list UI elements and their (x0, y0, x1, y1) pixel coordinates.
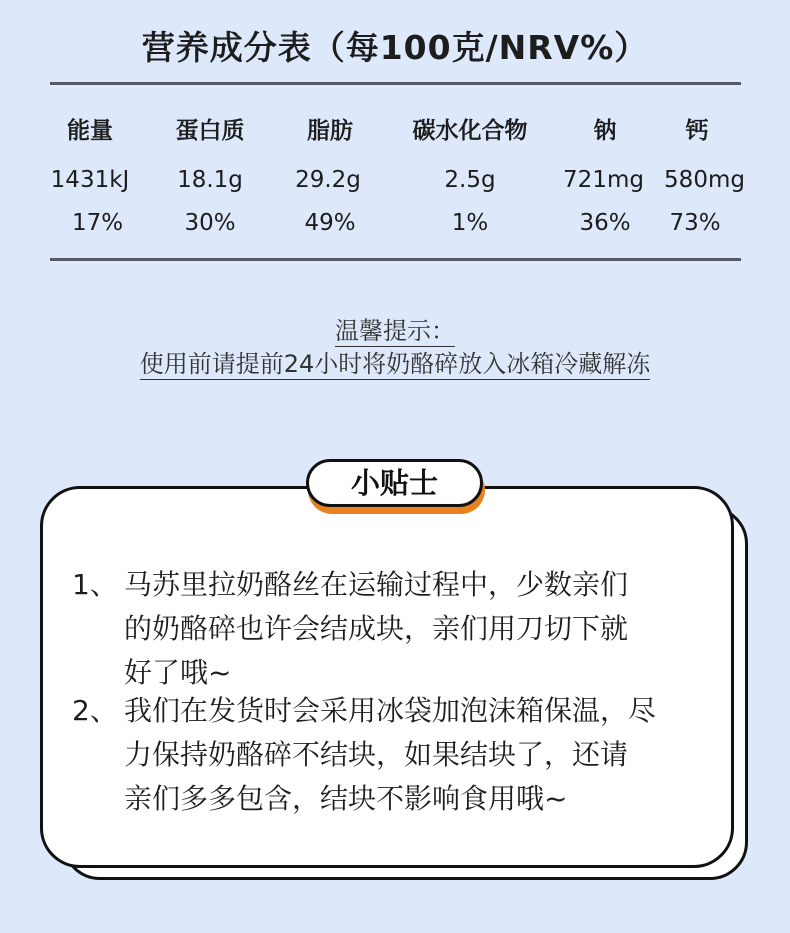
header-protein: 蛋白质 (175, 118, 245, 144)
nrv-carbohydrate: 1% (451, 210, 489, 236)
nrv-calcium: 73% (669, 210, 721, 236)
tip-item-line: 马苏里拉奶酪丝在运输过程中，少数亲们 (124, 568, 629, 601)
value-fat: 29.2g (295, 167, 361, 193)
nrv-protein: 30% (184, 210, 236, 236)
tip-item-line: 的奶酪碎也许会结成块，亲们用刀切下就 (124, 612, 629, 645)
header-fat: 脂肪 (307, 118, 353, 144)
value-calcium: 580mg (664, 167, 745, 193)
header-sodium: 钠 (593, 118, 617, 144)
header-energy: 能量 (67, 118, 113, 144)
tip-item-line: 力保持奶酪碎不结块，如果结块了，还请 (124, 738, 629, 771)
table-bottom-rule (50, 258, 741, 261)
reminder-text: 使用前请提前24小时将奶酪碎放入冰箱冷藏解冻 (139, 350, 651, 378)
tip-item-line: 亲们多多包含，结块不影响食用哦~ (124, 782, 568, 815)
table-top-rule (50, 82, 741, 85)
tips-badge: 小贴士 (306, 459, 483, 507)
header-carbohydrate: 碳水化合物 (412, 118, 528, 144)
value-carbohydrate: 2.5g (444, 167, 496, 193)
value-protein: 18.1g (177, 167, 243, 193)
reminder-label: 温馨提示： (335, 317, 455, 345)
header-calcium: 钙 (685, 118, 709, 144)
nutrition-table-title: 营养成分表（每100克/NRV%） (141, 28, 649, 67)
value-sodium: 721mg (563, 167, 644, 193)
tip-item-1 (72, 563, 702, 695)
nrv-energy: 17% (71, 210, 124, 236)
tip-item-line: 我们在发货时会采用冰袋加泡沫箱保温，尽 (124, 694, 657, 727)
value-energy: 1431kJ (50, 167, 130, 193)
tip-item-line: 好了哦~ (124, 656, 232, 689)
tip-item-number: 2、 (72, 694, 118, 727)
tip-item-number: 1、 (72, 568, 118, 601)
nrv-sodium: 36% (579, 210, 631, 236)
tip-item-2 (72, 689, 702, 821)
nrv-fat: 49% (304, 210, 356, 236)
